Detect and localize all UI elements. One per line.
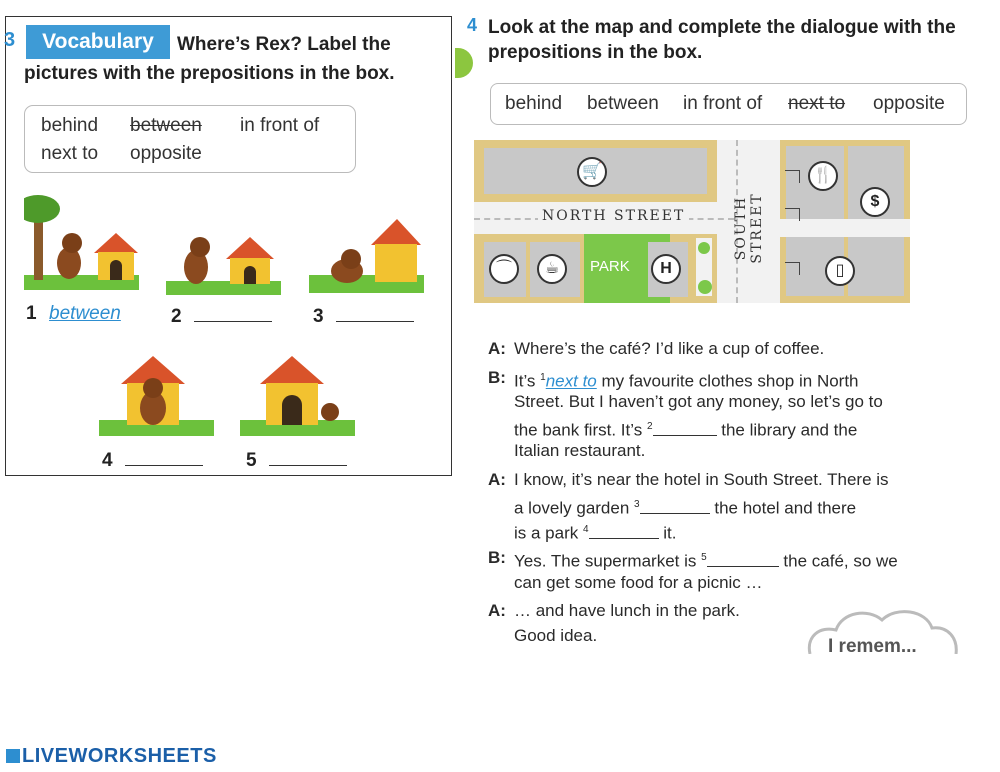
word-next-to: next to bbox=[41, 143, 99, 164]
word-in-front-of: in front of bbox=[683, 93, 763, 114]
item-3-answer[interactable] bbox=[336, 303, 414, 322]
word-between: between bbox=[587, 93, 659, 114]
word-opposite: opposite bbox=[873, 93, 945, 114]
item-5-number: 5 bbox=[246, 450, 257, 471]
item-2 bbox=[171, 303, 272, 328]
speaker-b-1: B: bbox=[488, 368, 506, 387]
logo-text: LIVEWORKSHEETS bbox=[22, 745, 217, 767]
dialogue-a2-line3 bbox=[514, 518, 677, 546]
exercise-3-instruction: Where’s Rex? Label the pictures with the prepositions in the box. bbox=[24, 34, 395, 84]
gap-5-number: 5 bbox=[701, 552, 707, 563]
picture-5 bbox=[240, 352, 355, 437]
gap-4-input[interactable] bbox=[589, 522, 659, 539]
item-2-answer[interactable] bbox=[194, 303, 272, 322]
park-label: PARK bbox=[590, 258, 630, 275]
gap-1-answer[interactable]: next to bbox=[545, 371, 597, 391]
picture-2 bbox=[166, 225, 281, 295]
cloud-text: I remem... bbox=[828, 636, 917, 654]
dialogue-a2-line2 bbox=[514, 493, 856, 521]
picture-3 bbox=[309, 213, 424, 293]
dialogue-b2-line2: can get some food for a picnic … bbox=[514, 573, 763, 592]
word-box-2 bbox=[490, 83, 967, 125]
dialogue-a1: Where’s the café? I’d like a cup of coffee. bbox=[514, 339, 825, 358]
item-3-number: 3 bbox=[313, 306, 324, 327]
speaker-a-3: A: bbox=[488, 601, 506, 620]
word-behind: behind bbox=[41, 115, 99, 136]
item-5 bbox=[246, 447, 347, 472]
item-1-number: 1 bbox=[26, 303, 37, 324]
thought-cloud bbox=[806, 606, 958, 654]
green-tab-decoration bbox=[455, 48, 473, 78]
liveworksheets-logo bbox=[6, 745, 217, 768]
clothes-shop-icon: ⌒ bbox=[489, 254, 519, 284]
exercise-4-instruction: Look at the map and complete the dialogue with the prepositions in the box. bbox=[488, 17, 956, 63]
speaker-b-2: B: bbox=[488, 548, 506, 567]
item-2-number: 2 bbox=[171, 306, 182, 327]
exercise-3-panel bbox=[5, 16, 452, 476]
a2-line2-post: the hotel and there bbox=[714, 498, 857, 518]
supermarket-icon: 🛒 bbox=[577, 157, 607, 187]
word-in-front-of: in front of bbox=[240, 115, 320, 136]
b1-line1-rest: my favourite clothes shop in North bbox=[601, 371, 859, 391]
word-opposite: opposite bbox=[130, 143, 202, 164]
item-4-number: 4 bbox=[102, 450, 113, 471]
town-map bbox=[474, 140, 910, 303]
word-between: between bbox=[130, 115, 202, 136]
word-behind: behind bbox=[505, 93, 563, 114]
dialogue-a3-line1: … and have lunch in the park. bbox=[514, 601, 740, 620]
picture-1 bbox=[24, 195, 139, 290]
restaurant-icon: 🍴 bbox=[808, 161, 838, 191]
picture-4 bbox=[99, 352, 214, 437]
b2-line1-post: the café, so we bbox=[783, 551, 898, 571]
speaker-a-2: A: bbox=[488, 470, 506, 489]
gap-4-number: 4 bbox=[582, 524, 589, 535]
word-box bbox=[24, 105, 356, 173]
dialogue-b2-line1 bbox=[514, 546, 898, 574]
library-icon: ▯ bbox=[825, 256, 855, 286]
gap-3-number: 3 bbox=[634, 499, 640, 510]
dialogue-a3-line2: Good idea. bbox=[514, 626, 598, 645]
dialogue-b1-line4: Italian restaurant. bbox=[514, 441, 646, 460]
a2-line2-pre: a lovely garden bbox=[514, 498, 630, 518]
item-4 bbox=[102, 447, 203, 472]
cafe-icon: ☕ bbox=[537, 254, 567, 284]
b1-pre: It’s bbox=[514, 371, 536, 391]
item-1 bbox=[26, 303, 121, 325]
bank-icon: $ bbox=[860, 187, 890, 217]
gap-1-number: 1 bbox=[540, 372, 546, 383]
item-5-answer[interactable] bbox=[269, 447, 347, 466]
gap-3-input[interactable] bbox=[640, 497, 710, 514]
item-3 bbox=[313, 303, 414, 328]
word-next-to: next to bbox=[788, 93, 846, 114]
gap-2-number: 2 bbox=[646, 421, 653, 432]
gap-2-input[interactable] bbox=[653, 419, 717, 436]
dialogue-b1-line2: Street. But I haven’t got any money, so let’s go to bbox=[514, 392, 883, 411]
a2-line3-pre: is a park bbox=[514, 523, 579, 543]
north-street-label: NORTH STREET bbox=[538, 208, 689, 224]
vocabulary-badge: Vocabulary bbox=[26, 25, 170, 59]
item-4-answer[interactable] bbox=[125, 447, 203, 466]
b1-line3-pre: the bank first. It’s bbox=[514, 420, 643, 440]
speaker-a-1: A: bbox=[488, 339, 506, 358]
logo-icon bbox=[6, 749, 20, 763]
hotel-icon: H bbox=[651, 254, 681, 284]
item-1-answer[interactable]: between bbox=[49, 303, 121, 324]
b1-line3-post: the library and the bbox=[721, 420, 858, 440]
b2-line1-pre: Yes. The supermarket is bbox=[514, 551, 697, 571]
dialogue-a2-line1: I know, it’s near the hotel in South Street. There is bbox=[514, 470, 889, 489]
gap-5-input[interactable] bbox=[707, 550, 779, 567]
a2-line3-post: it. bbox=[663, 523, 677, 543]
south-street-label: SOUTH STREET bbox=[733, 192, 765, 264]
exercise-3-number: 3 bbox=[4, 29, 16, 51]
exercise-4-number: 4 bbox=[467, 15, 478, 35]
